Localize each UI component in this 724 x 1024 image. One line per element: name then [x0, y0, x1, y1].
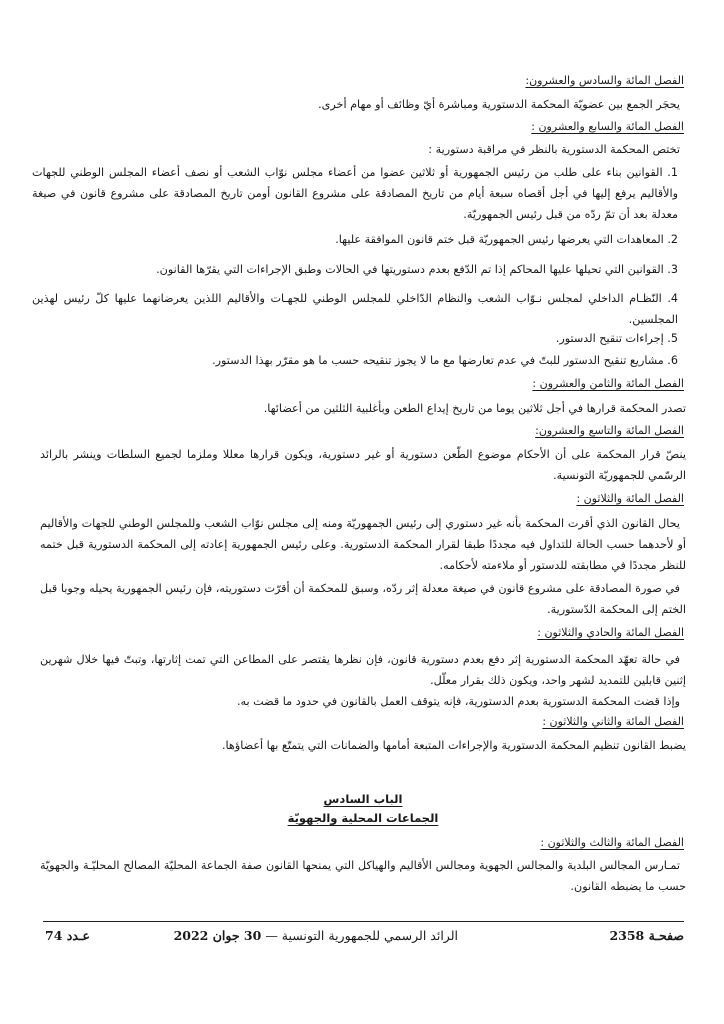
- article-132-heading: الفصل المائة والثاني والثلاثون :: [542, 715, 684, 728]
- page-number: صفحـة 2358: [609, 928, 684, 943]
- article-130-paragraph-2: في صورة المصادقة على مشروع قانون في صيغة معدلة إثر ردّه، وسبق للمحكمة أن أقرّت دستوريته، فإن رئيس الجمهورية يحيله وجوبا قبل الختم إلى المحكمة الدّستورية.: [40, 582, 686, 616]
- gazette-name: الرائد الرسمي للجمهورية التونسية —: [265, 928, 458, 943]
- document-page: [32, 0, 686, 1024]
- article-127-item-5: 5. إجراءات تنقيح الدستور.: [555, 332, 678, 345]
- article-133-heading: الفصل المائة والثالث والثلاثون :: [540, 836, 684, 849]
- article-127-item-3: 3. القوانين التي تحيلها عليها المحاكم إذا تم الدّفع بعدم دستوريتها في الحالات وطبق الإجراءات التي يقرّها القانون.: [156, 263, 678, 276]
- article-127-item-4: 4. النّظـام الداخلي لمجلس نـوّاب الشعب والنظام الدّاخلي للمجلس الوطني للجهـات والأقاليم اللذين يعرضانهما عليها كلّ رئيس لهذين المجلسين.: [32, 292, 678, 326]
- article-127-heading: الفصل المائة والسابع والعشرون :: [531, 120, 684, 133]
- article-131-paragraph-1: في حالة تعهّد المحكمة الدستورية إثر دفع بعدم دستورية قانون، فإن نظرها يقتصر على المطاعن التي تمت إثارتها، وتبتّ فيها خلال شهرين إثنين قابلين للتمديد لشهر واحد، ويكون ذلك بقرار معلّل.: [40, 653, 686, 687]
- article-132-text: يضبط القانون تنظيم المحكمة الدستورية والإجراءات المتبعة أمامها والضمانات التي يتمتّع بها أعضاؤها.: [221, 739, 686, 752]
- issue-date: 30 جوان 2022: [173, 928, 262, 943]
- article-131-heading: الفصل المائة والحادي والثلاثون :: [537, 626, 684, 639]
- article-129-heading: الفصل المائة والتاسع والعشرون:: [535, 424, 684, 437]
- article-128-text: تصدر المحكمة قرارها في أجل ثلاثين يوما من تاريخ إيداع الطعن وبأغلبية الثلثين من أعضائها.: [263, 402, 686, 415]
- part-title: الباب السادس: [323, 792, 403, 806]
- article-127-item-2: 2. المعاهدات التي يعرضها رئيس الجمهوريّة قبل ختم قانون الموافقة عليها.: [335, 233, 678, 246]
- issue-number: عـدد 74: [45, 928, 91, 943]
- article-126-text: يحجَر الجمع بين عضويّة المحكمة الدستورية ومباشرة أيّ وظائف أو مهام أخرى.: [318, 98, 680, 111]
- page-footer: [40, 928, 686, 948]
- article-131-paragraph-2: وإذا قضت المحكمة الدستورية بعدم الدستورية، فإنه يتوقف العمل بالقانون في حدود ما قضت به.: [236, 695, 680, 708]
- footer-divider: [43, 921, 684, 922]
- gazette-title: [174, 928, 458, 943]
- article-133-text: تمـارس المجالس البلدية والمجالس الجهوية ومجالس الأقاليم والهياكل التي يمنحها القانون صفة الجماعة المحليّة المصالح المحليّـة والجهويّة حسب ما يضبطه القانون.: [40, 859, 686, 893]
- article-127-intro: تختص المحكمة الدستورية بالنظر في مراقبة دستورية :: [428, 143, 680, 156]
- part-subtitle: الجماعات المحلية والجهويّة: [287, 811, 439, 825]
- article-128-heading: الفصل المائة والثامن والعشرون :: [532, 377, 684, 390]
- article-127-item-6: 6. مشاريع تنقيح الدستور للبتّ في عدم تعارضها مع ما لا يجوز تنقيحه حسب ما هو مقرّر بهذا الدستور.: [212, 354, 678, 367]
- article-130-paragraph-1: يحال القانون الذي أقرت المحكمة بأنه غير دستوري إلى رئيس الجمهوريّة ومنه إلى مجلس نوّاب الشعب وللمجلس الوطني للجهات والأقاليم أو لأحدهما حسب الحالة للتداول فيه مجددًا طبقا لقرار المحكمة الدستورية. وعلى رئيس الجمهورية إعادته إلى المحكمة الدستورية قبل ختمه للنظر مجددًا في مطابقته للدستور أو ملاءمته لأحكامه.: [40, 517, 686, 572]
- article-126-heading: الفصل المائة والسادس والعشرون:: [525, 74, 684, 87]
- article-129-text: ينصّ قرار المحكمة على أن الأحكام موضوع الطّعن دستورية أو غير دستورية، ويكون قرارها معللا وملزما لجميع السلطات وينشر بالرائد الرسّمي للجمهوريّة التونسية.: [40, 448, 686, 482]
- article-130-heading: الفصل المائة والثلاثون :: [576, 492, 684, 505]
- article-127-item-1: 1. القوانين بناء على طلب من رئيس الجمهورية أو ثلاثين عضوا من أعضاء مجلس نوّاب الشعب أو نصف أعضاء المجلس الوطني للجهات والأقاليم يرفع إليها في أجل أقصاه سبعة أيام من تاريخ المصادقة على مشروع القانون أومن تاريخ المصادقة على مشروع قانون في صيغة معدلة بعد أن تمّ ردّه من قبل رئيس الجمهوريّة.: [32, 166, 678, 221]
